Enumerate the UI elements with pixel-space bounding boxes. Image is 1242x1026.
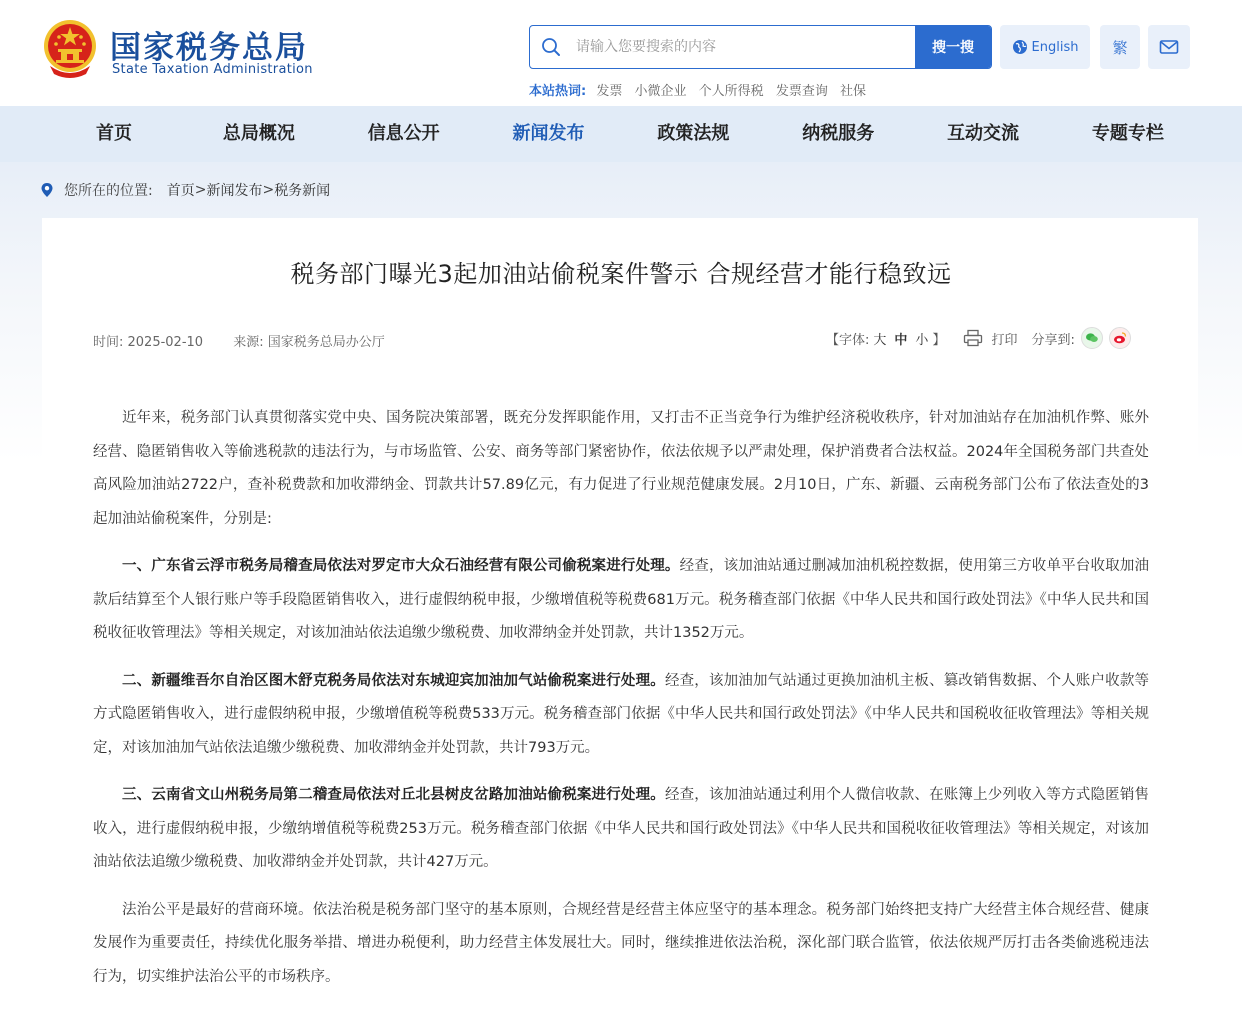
english-version-button[interactable] [1000, 25, 1090, 69]
breadcrumb-tax-news[interactable]: 税务新闻 [274, 183, 331, 199]
breadcrumb-home[interactable]: 首页 [166, 183, 195, 199]
search-bar [529, 25, 992, 69]
hot-word-link[interactable]: 发票 [596, 84, 623, 99]
search-input[interactable] [576, 26, 916, 68]
nav-item-disclosure[interactable]: 信息公开 [367, 123, 440, 144]
font-size-suffix: 】 [932, 332, 946, 348]
article-source: 来源: 国家税务总局办公厅 [233, 335, 385, 350]
article-body [93, 402, 1149, 1008]
article-paragraph [93, 665, 1149, 766]
paragraph-text: 经查，该加油站通过利用个人微信收款、在账簿上少列收入等方式隐匿销售收入，进行虚假纳税申报，少缴纳增值税等税费253万元。税务稽查部门依据《中华人民共和国行政处罚法》《中华人民共和国税收征收管理法》等相关规定，对该加油站依法追缴少缴税费、加收滞纳金并处罚款，共计427万元。 [93, 787, 1149, 870]
article-meta [93, 331, 411, 350]
paragraph-text: 法治公平是最好的营商环境。依法治税是税务部门坚守的基本原则，合规经营是经营主体应坚守的基本理念。税务部门始终把支持广大经营主体合规经营、健康发展作为重要责任，持续优化服务举措、增进办税便利，助力经营主体发展壮大。同时，继续推进依法治税，深化部门联合监管，依法依规严厉打击各类偷逃税违法行为，切实维护法治公平的市场秩序。 [93, 901, 1149, 985]
print-button[interactable] [963, 329, 1017, 348]
hot-words-label: 本站热词: [529, 84, 587, 99]
article-title: 税务部门曝光3起加油站偷税案件警示 合规经营才能行稳致远 [290, 260, 952, 288]
weibo-icon [1110, 328, 1130, 348]
breadcrumb-label: 您所在的位置: [64, 183, 153, 199]
printer-icon [963, 329, 983, 347]
nav-item-tax-service[interactable]: 纳税服务 [802, 123, 875, 144]
wechat-share-button[interactable] [1081, 327, 1103, 349]
font-size-large[interactable]: 大 [873, 332, 887, 348]
paragraph-text: 近年来，税务部门认真贯彻落实党中央、国务院决策部署，既充分发挥职能作用，又打击不正当竞争行为维护经济税收秩序，针对加油站存在加油机作弊、账外经营、隐匿销售收入等偷逃税款的违法行为，与市场监管、公安、商务等部门紧密协作，依法依规予以严肃处理，保护消费者合法权益。2024年全国税务部门共查处高风险加油站2722户，查补税费款和加收滞纳金、罚款共计57.89亿元，有力促进了行业规范健康发展。2月10日，广东、新疆、云南税务部门公布了依法查处的3起加油站偷税案件，分别是: [93, 410, 1149, 527]
font-size-small[interactable]: 小 [915, 332, 929, 348]
hot-word-link[interactable]: 个人所得税 [698, 84, 764, 99]
font-size-prefix: 【字体: [826, 332, 870, 348]
paragraph-heading: 二、新疆维吾尔自治区图木舒克税务局依法对东城迎宾加油加气站偷税案进行处理。 [122, 672, 665, 689]
site-header [0, 0, 1242, 106]
breadcrumb-separator: > [262, 182, 275, 198]
traditional-chinese-button[interactable]: 繁 [1100, 25, 1140, 69]
nav-item-news[interactable]: 新闻发布 [512, 123, 585, 144]
site-logo-subtitle[interactable]: State Taxation Administration [112, 62, 313, 77]
wechat-icon [1082, 328, 1102, 348]
site-logo-title[interactable]: 国家税务总局 [110, 30, 308, 66]
hot-word-link[interactable]: 发票查询 [775, 84, 828, 99]
hot-word-link[interactable]: 社保 [839, 84, 866, 99]
font-size-medium[interactable]: 中 [894, 332, 908, 348]
hot-words [529, 80, 874, 99]
mail-icon [1159, 39, 1179, 55]
publish-time: 时间: 2025-02-10 [93, 335, 204, 350]
main-nav [0, 106, 1242, 162]
national-emblem-icon[interactable] [40, 18, 100, 80]
paragraph-heading: 三、云南省文山州税务局第二稽查局依法对丘北县树皮岔路加油站偷税案进行处理。 [122, 787, 665, 803]
nav-item-home[interactable]: 首页 [96, 123, 132, 144]
nav-item-overview[interactable]: 总局概况 [222, 123, 295, 144]
search-icon [540, 36, 562, 58]
mail-button[interactable] [1148, 25, 1190, 69]
english-label: English [1031, 39, 1079, 55]
print-label: 打印 [991, 332, 1018, 348]
search-button[interactable]: 搜一搜 [915, 26, 991, 68]
paragraph-text: 经查，该加油站通过删减加油机税控数据，使用第三方收单平台收取加油款后结算至个人银行账户等手段隐匿销售收入，进行虚假纳税申报，少缴增值税等税费681万元。税务稽查部门依据《中华人民共和国行政处罚法》《中华人民共和国税收征收管理法》等相关规定，对该加油站依法追缴少缴税费、加收滞纳金并处罚款，共计1352万元。 [93, 558, 1149, 641]
article-paragraph [93, 779, 1149, 880]
globe-icon [1012, 39, 1028, 55]
location-pin-icon [40, 182, 54, 198]
hot-word-link[interactable]: 小微企业 [634, 84, 687, 99]
breadcrumb-separator: > [194, 182, 207, 198]
paragraph-heading: 一、广东省云浮市税务局稽查局依法对罗定市大众石油经营有限公司偷税案进行处理。 [122, 558, 680, 574]
nav-item-policy[interactable]: 政策法规 [657, 123, 730, 144]
article-paragraph [93, 894, 1149, 995]
paragraph-text: 经查，该加油加气站通过更换加油机主板、篡改销售数据、个人账户收款等方式隐匿销售收入，进行虚假纳税申报，少缴增值税等税费533万元。税务稽查部门依据《中华人民共和国行政处罚法》《中华人民共和国税收征收管理法》等相关规定，对该加油加气站依法追缴少缴税费、加收滞纳金并处罚款，共计793万元。 [93, 672, 1149, 756]
breadcrumb [40, 180, 330, 200]
nav-item-topics[interactable]: 专题专栏 [1091, 123, 1164, 144]
breadcrumb-news[interactable]: 新闻发布 [206, 183, 263, 199]
article-tools [826, 327, 1131, 349]
share-label: 分享到: [1031, 332, 1075, 348]
article-paragraph [93, 550, 1149, 651]
article-paragraph [93, 402, 1149, 536]
weibo-share-button[interactable] [1109, 327, 1131, 349]
nav-item-interaction[interactable]: 互动交流 [947, 123, 1020, 144]
